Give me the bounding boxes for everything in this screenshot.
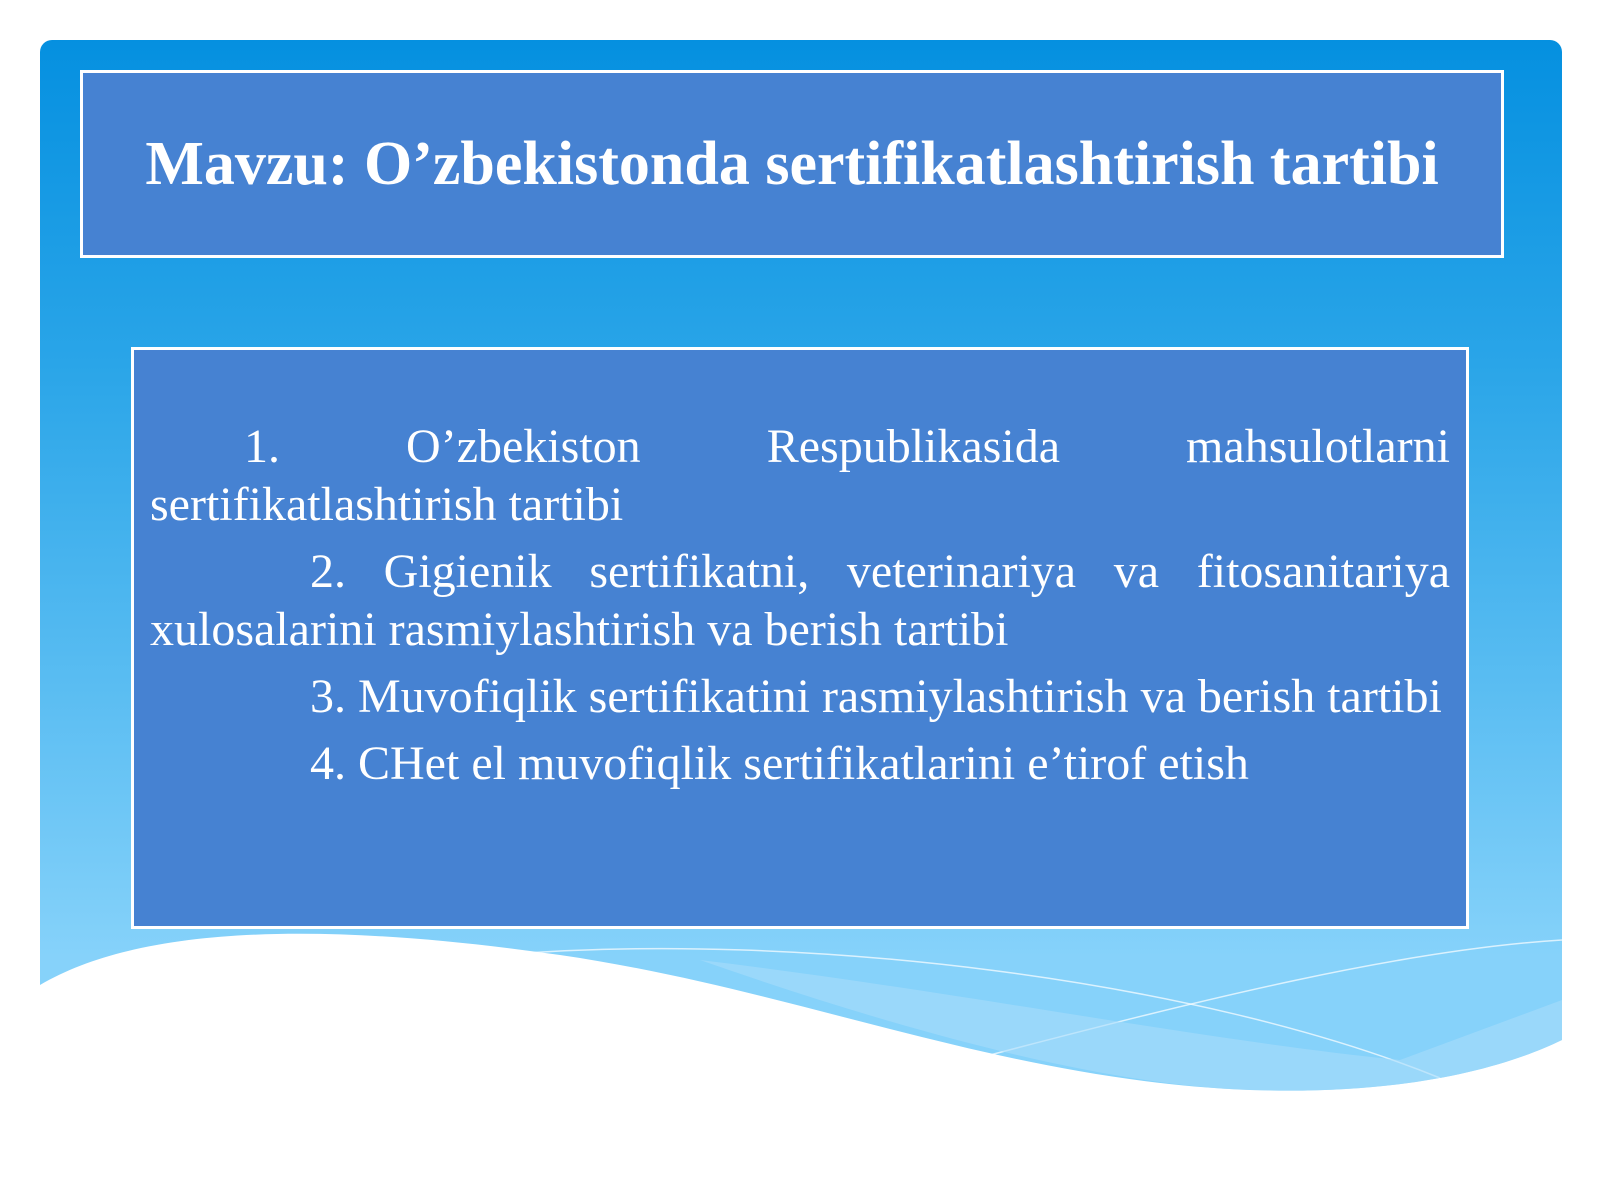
title-box bbox=[80, 70, 1504, 258]
list-item: 1. O’zbekiston Respublikasida mahsulotlarni sertifikatlashtirish tartibi bbox=[150, 420, 1450, 531]
list-item: 4. CHet el muvofiqlik sertifikatlarini e’tirof etish bbox=[310, 737, 1249, 790]
slide-title: Mavzu: O’zbekistonda sertifikatlashtirish tartibi bbox=[145, 130, 1439, 198]
list-item: 3. Muvofiqlik sertifikatini rasmiylashtirish va berish tartibi bbox=[310, 670, 1442, 723]
content-box bbox=[131, 347, 1469, 929]
list-item: 2. Gigienik sertifikatni, veterinariya va fitosanitariya xulosalarini rasmiylashtirish va berish tartibi bbox=[150, 545, 1450, 656]
